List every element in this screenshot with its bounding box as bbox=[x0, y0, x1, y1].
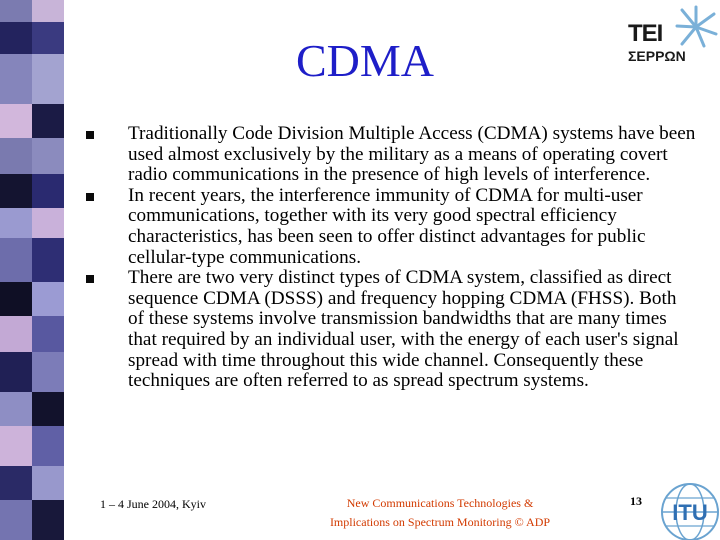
bullet-item bbox=[86, 268, 696, 392]
bullet-text: Traditionally Code Division Multiple Access (CDMA) systems have been used almost exclusively by the military as a means of operating covert radio communications in the presence of high levels of interference. bbox=[128, 123, 696, 186]
itu-logo-icon bbox=[652, 478, 720, 540]
decorative-side-stripe bbox=[0, 0, 64, 540]
square-bullet-icon bbox=[86, 131, 94, 139]
bullet-text: There are two very distinct types of CDMA system, classified as direct sequence CDMA (DSSS) and frequency hopping CDMA (FHSS). Both of these systems involve transmission bandwidths that are many times that required by an individual user, with the energy of each user's signal spread with time throughout this wide channel. Consequently these techniques are often referred to as spread spectrum systems. bbox=[128, 267, 679, 392]
footer-center-line-1: New Communications Technologies & bbox=[346, 496, 534, 510]
bullet-item bbox=[86, 186, 696, 268]
itu-logo-text: ITU bbox=[672, 500, 708, 525]
bullet-text: In recent years, the interference immunity of CDMA for multi-user communications, together with its very good spectral efficiency characteristics, has been seen to offer distinct advantages for public cellular-type communications. bbox=[128, 184, 646, 268]
footer-center-line-2: Implications on Spectrum Monitoring © ADP bbox=[329, 515, 551, 529]
square-bullet-icon bbox=[86, 275, 94, 283]
square-bullet-icon bbox=[86, 193, 94, 201]
logo-line-2: ΣΕΡΡΩΝ bbox=[628, 48, 686, 64]
bullet-item bbox=[86, 124, 696, 186]
footer-date: 1 – 4 June 2004, Kyiv bbox=[100, 497, 206, 511]
page-number: 13 bbox=[630, 494, 642, 508]
slide-title: CDMA bbox=[295, 35, 435, 86]
footer-center-text bbox=[290, 494, 590, 532]
tei-serron-logo bbox=[624, 4, 720, 70]
logo-line-1: TEI bbox=[628, 20, 663, 47]
logo-star-icon bbox=[672, 4, 720, 50]
bullet-list bbox=[86, 124, 696, 392]
